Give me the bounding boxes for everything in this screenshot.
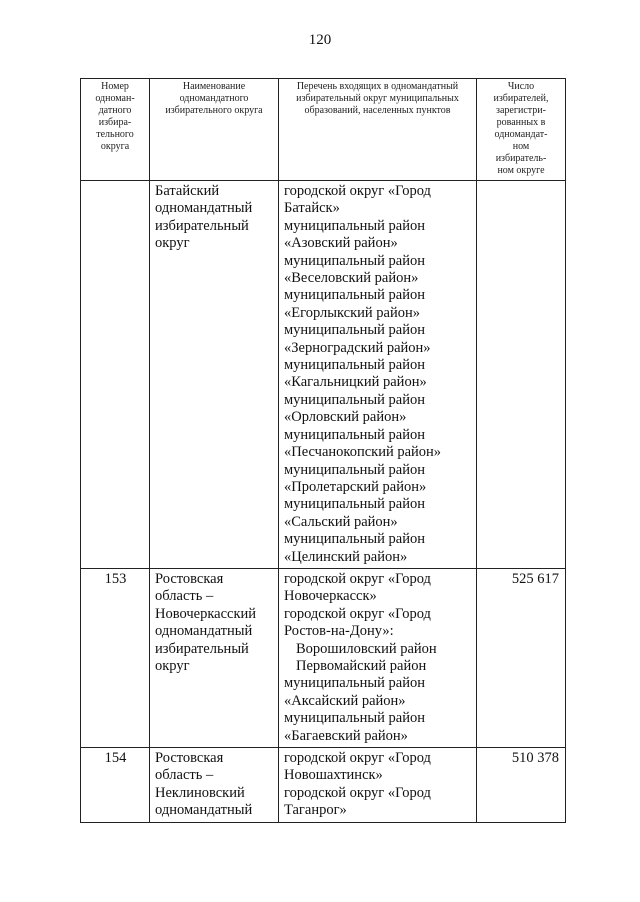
municipality-line: Ростов-на-Дону»: [284,623,394,640]
header-voters [477,79,566,181]
header-line: датного [98,105,132,116]
header-line: одномандат- [494,129,548,140]
municipality-line: муниципальный район [284,461,425,478]
district-name [150,748,279,823]
table-row [81,748,566,823]
municipality-line: «Азовский район» [284,235,398,252]
district-name-line: избирательный [155,640,249,657]
district-number: 153 [81,568,150,747]
table-row [81,181,566,569]
municipality-line: «Сальский район» [284,513,398,530]
municipality-line: муниципальный район [284,391,425,408]
municipality-line: «Орловский район» [284,409,407,426]
municipality-line: муниципальный район [284,426,425,443]
header-number [81,79,150,181]
municipality-line: «Кагальницкий район» [284,374,427,391]
header-name [150,79,279,181]
district-name-line: Ростовская [155,750,224,766]
header-line: избирателей, [493,93,549,104]
district-name-line: округ [155,657,190,674]
municipality-line: городской округ «Город [284,570,431,587]
page-number: 120 [308,32,332,48]
header-line: одномандатного [179,93,249,104]
header-line: Наименование [182,81,246,92]
municipalities-list [279,748,477,823]
municipality-line: муниципальный район [284,675,425,692]
municipality-line: «Егорлыкский район» [284,304,420,321]
table-row [81,568,566,747]
municipalities-list [279,568,477,747]
voter-count: 510 378 [477,748,566,823]
municipality-line: муниципальный район [284,217,425,234]
municipality-line: Первомайский район [296,657,427,674]
municipality-line: муниципальный район [284,322,425,339]
municipality-line: городской округ «Город [284,750,431,766]
header-line: избиратель- [495,153,547,164]
district-name-line: одномандатный [155,200,253,217]
district-name-line: Ростовская [155,570,224,587]
district-name-line: Новочеркасский [155,605,257,622]
municipality-line: Новочеркасск» [284,588,377,605]
municipality-line: городской округ «Город [284,183,431,199]
district-name-line: Неклиновский [155,784,245,801]
municipality-line: «Целинский район» [284,548,408,565]
header-line: округа [100,141,130,152]
municipality-line: «Веселовский район» [284,270,419,287]
header-line: тельного [96,129,134,140]
municipality-line: «Пролетарский район» [284,478,427,495]
header-row [81,79,566,181]
header-line: одноман- [95,93,135,104]
district-name [150,568,279,747]
district-number: 154 [81,748,150,823]
municipality-line: муниципальный район [284,531,425,548]
municipality-line: муниципальный район [284,252,425,269]
municipality-line: муниципальный район [284,287,425,304]
district-name-line: одномандатный [155,802,253,819]
district-name-line: область – [155,588,214,605]
municipality-line: городской округ «Город [284,784,431,801]
header-line: Перечень входящих в одномандатный [296,81,459,92]
municipality-line: «Песчанокопский район» [284,444,442,461]
header-line: зарегистри- [496,105,546,116]
municipality-line: Таганрог» [284,802,347,819]
header-list [279,79,477,181]
districts-table [80,78,566,823]
municipalities-list [279,181,477,569]
table-body [81,181,566,823]
header-line: ном [512,141,530,152]
header-line: избира- [98,117,132,128]
header-line: избирательного округа [165,105,263,116]
header-line: образований, населенных пунктов [304,105,451,116]
header-line: Число [507,81,535,92]
municipality-line: Новошахтинск» [284,767,383,784]
district-name-line: Батайский [155,183,220,199]
header-line: ном округе [497,165,545,176]
district-name-line: округ [155,235,190,252]
voter-count: 525 617 [477,568,566,747]
header-line: Номер [101,81,129,92]
municipality-line: муниципальный район [284,496,425,513]
municipality-line: Ворошиловский район [296,640,437,657]
voter-count [477,181,566,569]
district-number [81,181,150,569]
municipality-line: «Аксайский район» [284,692,406,709]
district-name-line: область – [155,767,214,784]
district-name-line: одномандатный [155,623,253,640]
district-name [150,181,279,569]
header-line: рованных в [496,117,546,128]
municipality-line: городской округ «Город [284,605,431,622]
header-line: избирательный округ муниципальных [296,93,459,104]
municipality-line: Батайск» [284,200,340,217]
municipality-line: муниципальный район [284,357,425,374]
municipality-line: муниципальный район [284,710,425,727]
municipality-line: «Багаевский район» [284,727,408,744]
district-name-line: избирательный [155,217,249,234]
municipality-line: «Зерноградский район» [284,339,431,356]
